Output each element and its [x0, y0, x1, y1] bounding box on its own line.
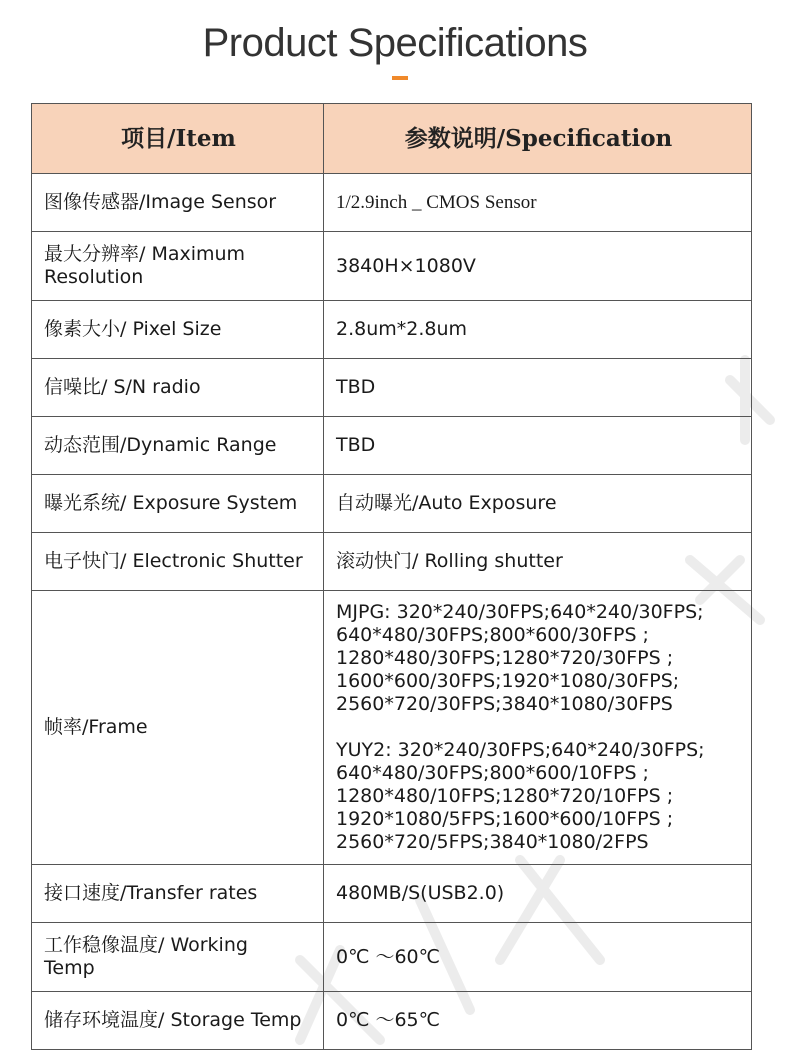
- frame-mjpg-line: 1600*600/30FPS;1920*1080/30FPS;: [336, 670, 680, 692]
- row-item: 图像传感器/Image Sensor: [32, 174, 324, 232]
- table-row: [32, 992, 752, 1050]
- row-item-line: Temp: [44, 957, 95, 979]
- row-spec-frame: [324, 591, 752, 865]
- frame-mjpg-line: MJPG: 320*240/30FPS;640*240/30FPS;: [336, 601, 704, 623]
- row-item: [32, 232, 324, 301]
- title-accent-bar: [392, 76, 408, 80]
- row-spec: 0℃ ～65℃: [324, 992, 752, 1050]
- frame-yuy2-line: YUY2: 320*240/30FPS;640*240/30FPS;: [336, 739, 705, 761]
- table-row: [32, 301, 752, 359]
- row-spec: 自动曝光/Auto Exposure: [324, 475, 752, 533]
- header-item: 项目/Item: [32, 104, 324, 174]
- table-row: [32, 475, 752, 533]
- row-spec: 0℃ ～60℃: [324, 923, 752, 992]
- row-item: [32, 923, 324, 992]
- row-spec: TBD: [324, 359, 752, 417]
- table-row: [32, 591, 752, 865]
- table-row: [32, 174, 752, 232]
- page-title: Product Specifications: [202, 21, 588, 65]
- row-spec: 2.8um*2.8um: [324, 301, 752, 359]
- frame-yuy2-line: 2560*720/5FPS;3840*1080/2FPS: [336, 831, 649, 853]
- header-specification: 参数说明/Specification: [324, 104, 752, 174]
- row-item: 动态范围/Dynamic Range: [32, 417, 324, 475]
- frame-mjpg-line: 2560*720/30FPS;3840*1080/30FPS: [336, 693, 673, 715]
- row-spec: 滚动快门/ Rolling shutter: [324, 533, 752, 591]
- table-row: [32, 923, 752, 992]
- row-item-line: 工作稳像温度/ Working: [44, 934, 248, 956]
- row-spec: 480MB/S(USB2.0): [324, 865, 752, 923]
- row-item: 帧率/Frame: [32, 591, 324, 865]
- spec-table: [31, 103, 752, 1050]
- frame-yuy2-line: 1920*1080/5FPS;1600*600/10FPS ;: [336, 808, 674, 830]
- row-spec: 3840H×1080V: [324, 232, 752, 301]
- frame-mjpg-line: 1280*480/30FPS;1280*720/30FPS ;: [336, 647, 674, 669]
- table-header-row: [32, 104, 752, 174]
- row-item: 像素大小/ Pixel Size: [32, 301, 324, 359]
- row-item: 电子快门/ Electronic Shutter: [32, 533, 324, 591]
- table-row: [32, 865, 752, 923]
- row-item-line: Resolution: [44, 266, 144, 288]
- row-spec: TBD: [324, 417, 752, 475]
- frame-yuy2-line: 1280*480/10FPS;1280*720/10FPS ;: [336, 785, 674, 807]
- frame-spacer: [336, 716, 741, 739]
- row-item: 信噪比/ S/N radio: [32, 359, 324, 417]
- table-row: [32, 533, 752, 591]
- table-row: [32, 359, 752, 417]
- frame-yuy2-line: 640*480/30FPS;800*600/10FPS ;: [336, 762, 649, 784]
- row-item: 接口速度/Transfer rates: [32, 865, 324, 923]
- row-item-line: 最大分辨率/ Maximum: [44, 243, 246, 265]
- table-row: [32, 232, 752, 301]
- row-item: 曝光系统/ Exposure System: [32, 475, 324, 533]
- row-item: 储存环境温度/ Storage Temp: [32, 992, 324, 1050]
- frame-mjpg-line: 640*480/30FPS;800*600/30FPS ;: [336, 624, 649, 646]
- row-spec: 1/2.9inch _ CMOS Sensor: [324, 174, 752, 232]
- table-row: [32, 417, 752, 475]
